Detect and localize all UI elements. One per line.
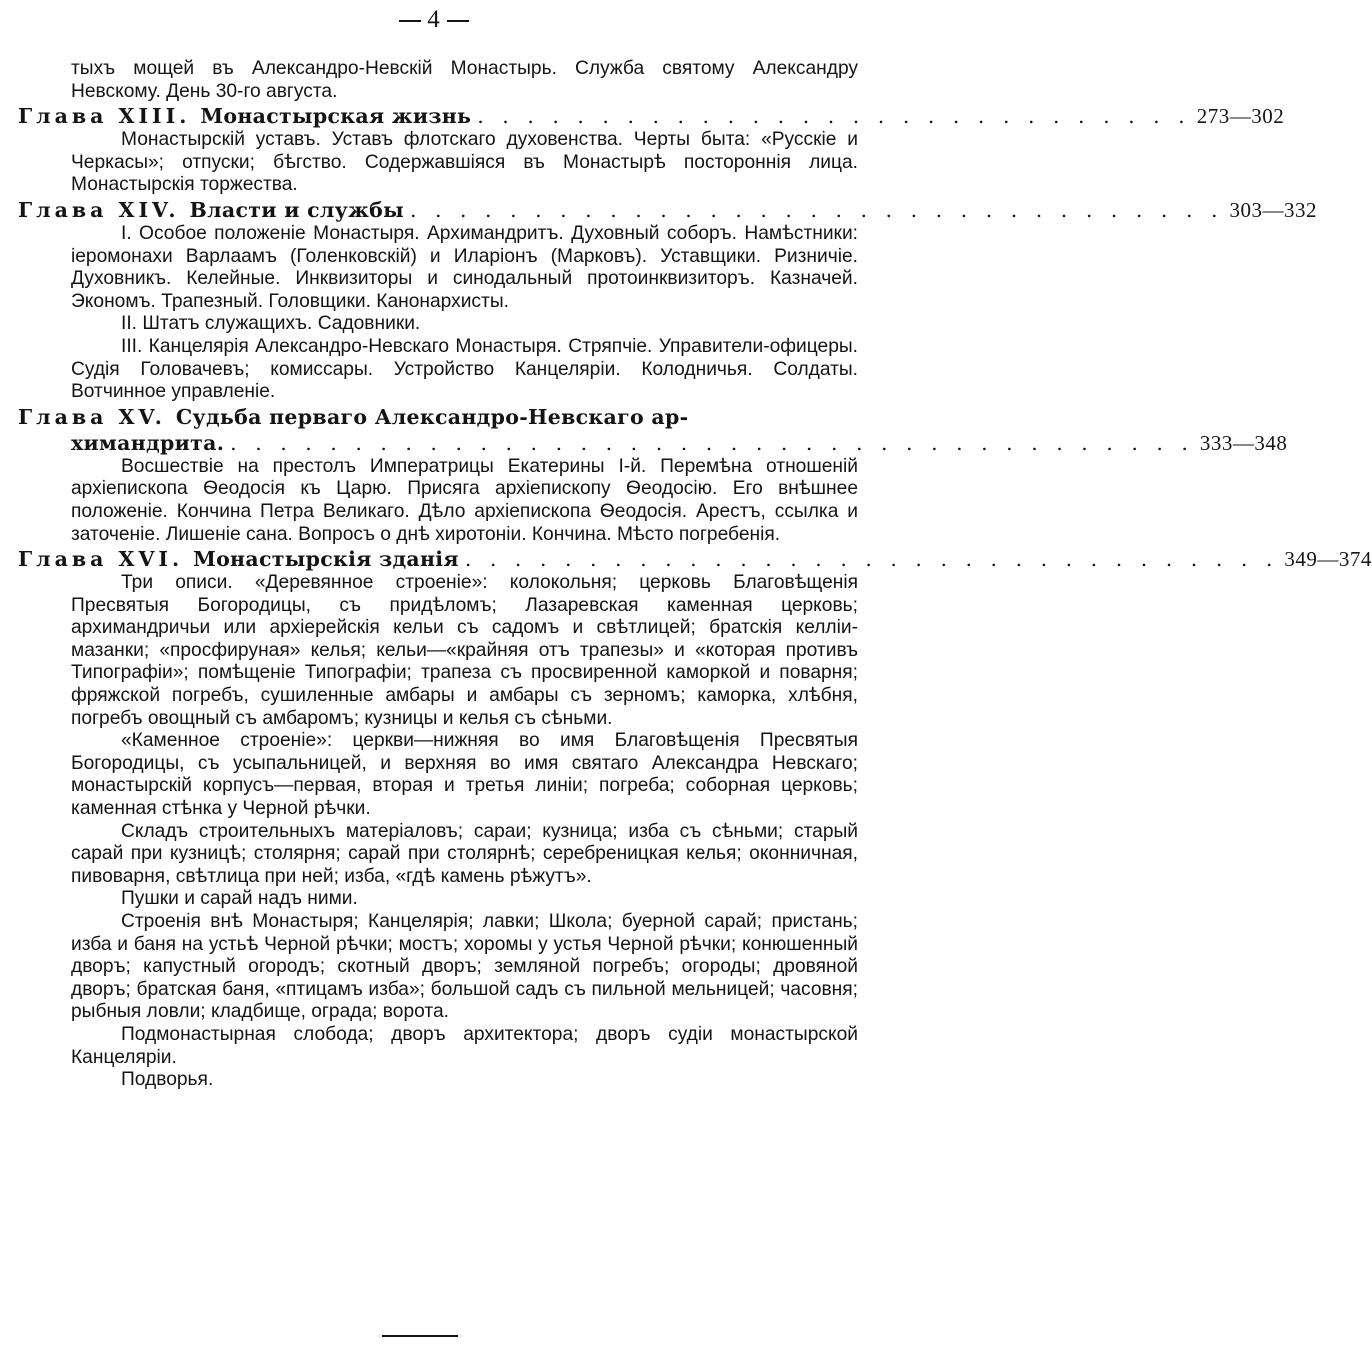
chapter-heading-xv-line2 — [18, 430, 1288, 456]
chapter-heading-xv — [18, 405, 858, 430]
chapter-title: Монастырская жизнь — [200, 104, 472, 129]
chapter-summary: Подмонастырная слобода; дворъ архитектора; дворъ судіи монастырской Канцеляріи. — [71, 1023, 858, 1068]
chapter-title: Монастырскія зданія — [193, 547, 459, 572]
dot-leader: . . . . . . . . . . . . . . . . . . . . . . . . . . . . . . . . . . . . . . . — [230, 430, 1194, 455]
page-number-dash-right — [447, 20, 469, 22]
chapter-summary: II. Штатъ служащихъ. Садовники. — [121, 313, 421, 335]
chapter-summary: Подворья. — [121, 1069, 214, 1091]
chapter-summary: «Каменное строеніе»: церкви—нижняя во имя Благовѣщенія Пресвятыя Богородицы, съ усыпальницей, и верхняя во имя святаго Александра Невскаго; монастырскій корпусъ—первая, вторая и третья линіи; погреба; соборная церковь; каменная стѣнка у Черной рѣчки. — [71, 730, 858, 820]
chapter-summary: Складъ строительныхъ матеріаловъ; сараи; кузница; изба съ сѣньми; старый сарай при кузницѣ; столярня; сарай при столярнѣ; серебреницкая келья; оконничная, пивоварня, свѣтлица при ней; изба, «гдѣ камень рѣжутъ». — [71, 820, 858, 887]
chapter-summary: Строенія внѣ Монастыря; Канцелярія; лавки; Школа; буерной сарай; пристань; изба и баня на устьѣ Черной рѣчки; мостъ; хоромы у устья Черной рѣчки; конюшенный дворъ; капустный огородъ; скотный дворъ; земляной погребъ; огороды; дровяной дворъ; братская баня, «птицамъ изба»; большой садъ съ пильной мельницей; часовня; рыбныя ловли; кладбище, ограда; ворота. — [71, 911, 858, 1023]
chapter-heading-xvi — [18, 547, 1372, 572]
dot-leader: . . . . . . . . . . . . . . . . . . . . . . . . . . . . . . . . . — [409, 197, 1224, 222]
chapter-summary: Три описи. «Деревянное строеніе»: колокольня; церковь Благовѣщенія Пресвятыя Богородицы, съ придѣломъ; Лазаревская каменная церковь; архимандричьи или архіерейскія кельи съ садомъ и свѣтлицей; братскія келліи-мазанки; «просфирyная» келья; кельи—«крайняя отъ трапезы» и «которая противъ Типографіи»; помѣщеніе Типографіи; трапеза съ просвиренной каморкой и поварня; фряжской погребъ, сушиленные амбары и амбары съ зерномъ; каморка, хлѣбня, погребъ овощный съ амбаромъ; кузницы и келья съ сѣньми. — [71, 572, 858, 729]
chapter-pages: 303—332 — [1229, 197, 1318, 222]
bottom-rule — [382, 1335, 458, 1337]
chapter-pages: 273—302 — [1196, 104, 1285, 129]
chapter-label: Глава XVI. — [18, 547, 184, 572]
page-number-value: 4 — [427, 6, 441, 33]
dot-leader: . . . . . . . . . . . . . . . . . . . . . . . . . . . . . . . . . — [464, 547, 1279, 572]
page-number — [0, 6, 868, 34]
chapter-label: Глава XV. — [18, 404, 166, 429]
chapter-title-line2: химандрита. — [71, 430, 225, 455]
chapter-pages: 333—348 — [1199, 430, 1288, 455]
table-of-contents — [18, 58, 1372, 1092]
page-number-dash-left — [399, 20, 421, 22]
chapter-label: Глава XIII. — [18, 104, 191, 129]
intro-continuation: тыхъ мощей въ Александро-Невскій Монастырь. Служба святому Александру Невскому. День 30-го августа. — [71, 58, 858, 102]
chapter-summary: Монастырскій уставъ. Уставъ флотскаго духовенства. Черты быта: «Русскіе и Черкасы»; отпуски; бѣгство. Содержавшіяся въ Монастырѣ постороннія лица. Монастырскія торжества. — [71, 129, 858, 196]
chapter-label: Глава XIV. — [18, 197, 180, 222]
chapter-heading-xiii — [18, 104, 1285, 129]
chapter-title: Власти и службы — [189, 197, 404, 222]
chapter-summary: Восшествіе на престолъ Императрицы Екатерины I-й. Перемѣна отношеній архіепископа Ѳеодосія къ Царю. Присяга архіепископу Ѳеодосію. Его внѣшнее положеніе. Кончина Петра Великаго. Дѣло архіепископа Ѳеодосія. Арестъ, ссылка и заточеніе. Лишеніе сана. Вопросъ о днѣ хиротоніи. Кончина. Мѣсто погребенія. — [71, 455, 858, 545]
chapter-heading-xiv — [18, 197, 1318, 223]
chapter-pages: 349—374 — [1284, 547, 1372, 572]
chapter-summary: III. Канцелярія Александро-Невскаго Монастыря. Стряпчіе. Управители-офицеры. Судія Головачевъ; комиссары. Устройство Канцеляріи. Колодничья. Солдаты. Вотчинное управленіе. — [71, 335, 858, 403]
chapter-summary: Пушки и сарай надъ ними. — [121, 888, 358, 910]
chapter-title-line1: Судьба перваго Александро-Невскаго ар- — [175, 404, 689, 429]
chapter-summary: I. Особое положеніе Монастыря. Архимандритъ. Духовный соборъ. Намѣстники: іеромонахи Варлаамъ (Голенковскій) и Иларіонъ (Марковъ). Уставщики. Ризничіе. Духовникъ. Келейные. Инквизиторы и синодальный протоинквизиторъ. Казначей. Экономъ. Трапезный. Головщики. Канонархисты. — [71, 222, 858, 312]
dot-leader: . . . . . . . . . . . . . . . . . . . . . . . . . . . . . — [477, 104, 1191, 129]
